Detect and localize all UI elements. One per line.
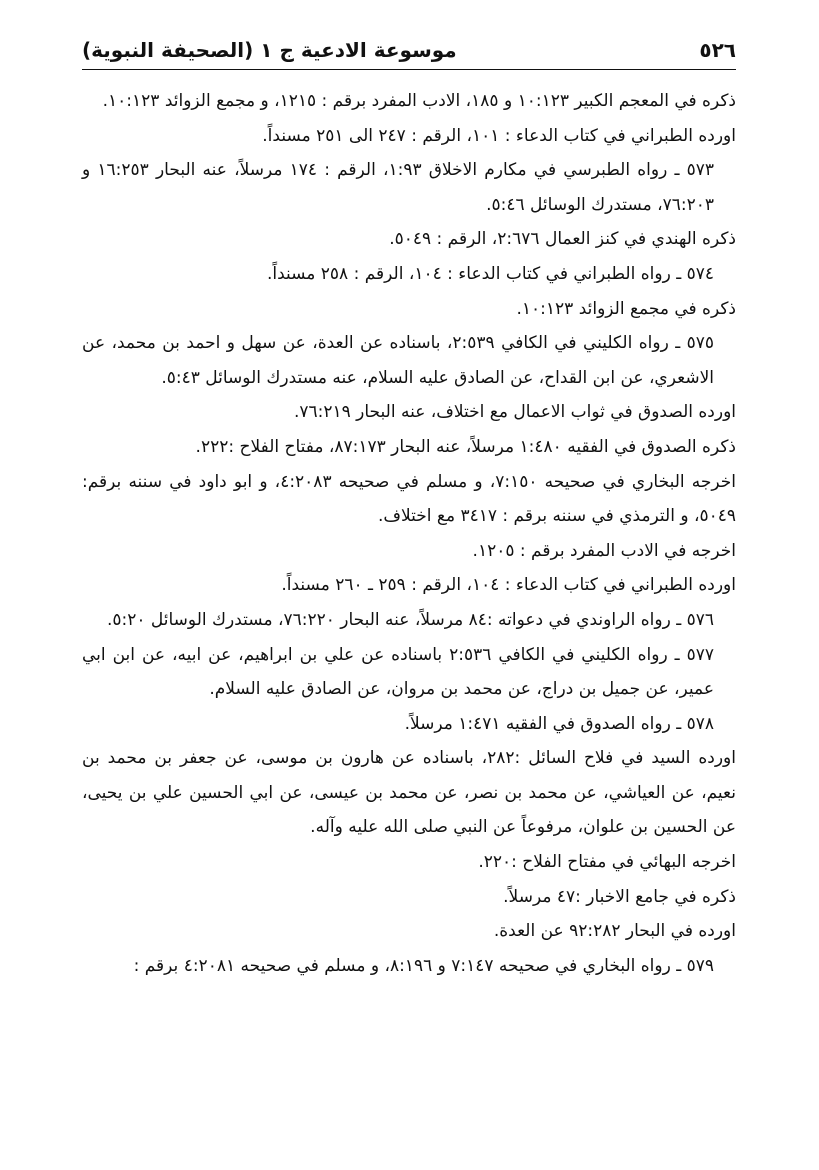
paragraph-18: ذكره في جامع الاخبار :٤٧ مرسلاً.	[503, 886, 736, 907]
paragraph-5: ٥٧٤ ـ رواه الطبراني في كتاب الدعاء : ١٠٤، الرقم : ٢٥٨ مسنداً.	[266, 263, 714, 284]
paragraph-16: اورده السيد في فلاح السائل :٢٨٢، باسناده عن هارون بن موسى، عن جعفر بن محمد بن نعيم، عن العياشي، عن محمد بن نصر، عن محمد بن عيسى، عن ابي الحسين علي بن يحيى، عن الحسين بن علوان، مرفوعاً عن النبي صلى الله عليه وآله.	[82, 748, 736, 838]
page-header	[82, 34, 736, 66]
paragraph-10: اخرجه البخاري في صحيحه ٧:١٥٠، و مسلم في صحيحه ٤:٢٠٨٣، و ابو داود في سننه برقم: ٥٠٤٩، و الترمذي في سننه برقم : ٣٤١٧ مع اختلاف.	[82, 471, 737, 527]
header-rule	[82, 69, 736, 70]
paragraph-9: ذكره الصدوق في الفقيه ١:٤٨٠ مرسلاً، عنه البحار ٨٧:١٧٣، مفتاح الفلاح :٢٢٢.	[195, 436, 736, 457]
paragraph-15: ٥٧٨ ـ رواه الصدوق في الفقيه ١:٤٧١ مرسلاً.	[404, 713, 714, 734]
paragraph-14: ٥٧٧ ـ رواه الكليني في الكافي ٢:٥٣٦ باسناده عن علي بن ابراهيم، عن ابيه، عن ابن ابي عمير، عن جميل بن دراج، عن محمد بن مروان، عن الصادق عليه السلام.	[82, 644, 714, 700]
paragraph-11: اخرجه في الادب المفرد برقم : ١٢٠٥.	[472, 540, 736, 561]
footnotes-body	[82, 84, 736, 983]
paragraph-3: ٥٧٣ ـ رواه الطبرسي في مكارم الاخلاق ١:٩٣، الرقم : ١٧٤ مرسلاً، عنه البحار ١٦:٢٥٣ و ٧٦:٢٠٣، مستدرك الوسائل ٥:٤٦.	[82, 160, 715, 215]
paragraph-19: اورده في البحار ٩٢:٢٨٢ عن العدة.	[493, 921, 736, 942]
paragraph-12: اورده الطبراني في كتاب الدعاء : ١٠٤، الرقم : ٢٥٩ ـ ٢٦٠ مسنداً.	[281, 575, 736, 596]
paragraph-1: ذكره في المعجم الكبير ١٠:١٢٣ و ١٨٥، الادب المفرد برقم : ١٢١٥، و مجمع الزوائد ١٠:١٢٣.	[102, 91, 736, 111]
paragraph-17: اخرجه البهائي في مفتاح الفلاح :٢٢٠.	[478, 852, 736, 873]
paragraph-4: ذكره الهندي في كنز العمال ٢:٦٧٦، الرقم : ٥٠٤٩.	[389, 229, 736, 250]
paragraph-13: ٥٧٦ ـ رواه الراوندي في دعواته :٨٤ مرسلاً، عنه البحار ٧٦:٢٢٠، مستدرك الوسائل ٥:٢٠.	[106, 609, 714, 630]
paragraph-20: ٥٧٩ ـ رواه البخاري في صحيحه ٧:١٤٧ و ٨:١٩٦، و مسلم في صحيحه ٤:٢٠٨١ برقم :	[133, 955, 714, 976]
page-number: ٥٢٦	[699, 38, 736, 62]
paragraph-7: ٥٧٥ ـ رواه الكليني في الكافي ٢:٥٣٩، باسناده عن العدة، عن سهل و احمد بن محمد، عن الاشعري، عن ابن القداح، عن الصادق عليه السلام، عنه مستدرك الوسائل ٥:٤٣.	[82, 333, 714, 388]
paragraph-2: اورده الطبراني في كتاب الدعاء : ١٠١، الرقم : ٢٤٧ الى ٢٥١ مسنداً.	[262, 125, 736, 146]
paragraph-6: ذكره في مجمع الزوائد ١٠:١٢٣.	[516, 298, 736, 319]
running-title: موسوعة الادعية ج ١ (الصحيفة النبوية)	[82, 38, 457, 62]
paragraph-8: اورده الصدوق في ثواب الاعمال مع اختلاف، عنه البحار ٧٦:٢١٩.	[293, 402, 736, 423]
